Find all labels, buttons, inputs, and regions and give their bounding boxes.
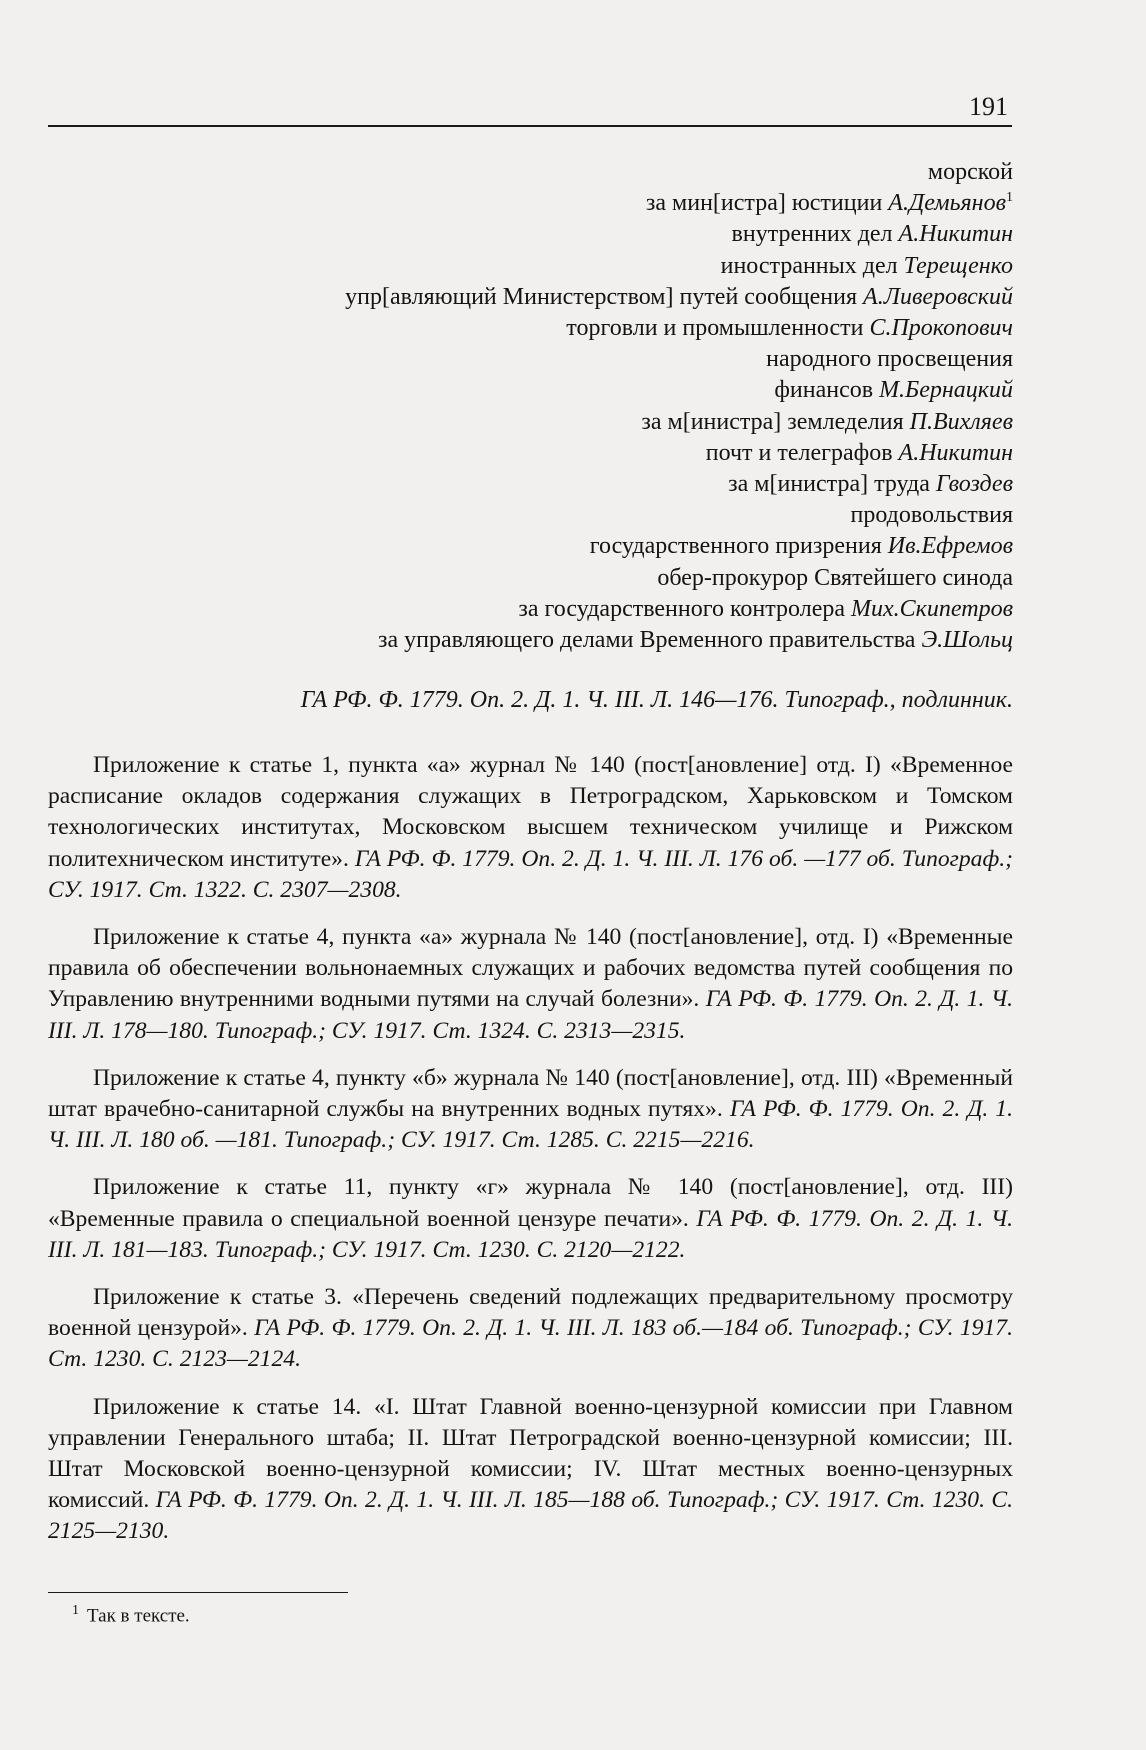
footnote-reference: 1: [1006, 190, 1013, 206]
signature-line: за государственного контролера Мих.Скипетров: [518, 595, 1013, 622]
archive-source-reference: ГА РФ. Ф. 1779. Оп. 2. Д. 1. Ч. III. Л. 146—176. Типограф., подлинник.: [300, 687, 1013, 713]
appendix-paragraph: Приложение к статье 1, пункта «а» журнал № 140 (пост[ановление] отд. I) «Временное расписание окладов содержания служащих в Петроградском, Харьковском и Томском технологических институтах, Московском высшем техническом училище и Рижском политехническом институте». ГА РФ. Ф. 1779. Оп. 2. Д. 1. Ч. III. Л. 176 об. —177 об. Типограф.; СУ. 1917. Ст. 1322. С. 2307—2308.: [48, 752, 1013, 903]
signature-line: морской: [927, 159, 1013, 185]
appendix-source-reference: ГА РФ. Ф. 1779. Оп. 2. Д. 1. Ч. III. Л. 176 об. —177 об. Типограф.; СУ. 1917. Ст. 1322. С. 2307—2308.: [48, 845, 1013, 903]
appendix-source-reference: ГА РФ. Ф. 1779. Оп. 2. Д. 1. Ч. III. Л. 180 об. —181. Типограф.; СУ. 1917. Ст. 1285. С. 2215—2216.: [48, 1096, 1013, 1154]
footnote-number: 1: [72, 1603, 79, 1618]
appendix-source-reference: ГА РФ. Ф. 1779. Оп. 2. Д. 1. Ч. III. Л. 185—188 об. Типограф.; СУ. 1917. Ст. 1230. С. 2125—2130.: [48, 1487, 1013, 1545]
signature-line: финансов М.Бернацкий: [774, 377, 1013, 404]
signature-line: за мин[истра] юстиции А.Демьянов$^1$: [645, 190, 1013, 217]
signature-block: [48, 157, 1013, 656]
appendix-list: [48, 750, 1013, 1564]
signature-line: обер-прокурор Святейшего синода: [657, 564, 1013, 591]
signature-line: государственного призрения Ив.Ефремов: [589, 533, 1013, 560]
signature-line: упр[авляющий Министерством] путей сообщения А.Ливеровский: [345, 283, 1013, 310]
signature-line: за управляющего делами Временного правительства Э.Шольц: [377, 627, 1013, 654]
appendix-paragraph: Приложение к статье 4, пункта «а» журнала № 140 (пост[ановление], отд. I) «Временные правила об обеспечении вольнонаемных служащих и рабочих ведомства путей сообщения по Управлению внутренними водными путями на случай болезни». ГА РФ. Ф. 1779. Оп. 2. Д. 1. Ч. III. Л. 178—180. Типограф.; СУ. 1917. Ст. 1324. С. 2313—2315.: [48, 924, 1014, 1044]
signature-line: внутренних дел А.Никитин: [731, 221, 1013, 248]
appendix-paragraph: Приложение к статье 4, пункту «б» журнала № 140 (пост[ановление], отд. III) «Временный штат врачебно-санитарной службы на внутренних водных путях». ГА РФ. Ф. 1779. Оп. 2. Д. 1. Ч. III. Л. 180 об. —181. Типограф.; СУ. 1917. Ст. 1285. С. 2215—2216.: [48, 1064, 1013, 1154]
signature-line: иностранных дел Терещенко: [720, 252, 1013, 279]
appendix-paragraph: Приложение к статье 3. «Перечень сведений подлежащих предварительному просмотру военной цензурой». ГА РФ. Ф. 1779. Оп. 2. Д. 1. Ч. III. Л. 183 об.—184 об. Типограф.; СУ. 1917. Ст. 1230. С. 2123—2124.: [48, 1284, 1013, 1373]
header-rule: [48, 125, 1012, 127]
appendix-source-reference: ГА РФ. Ф. 1779. Оп. 2. Д. 1. Ч. III. Л. 181—183. Типограф.; СУ. 1917. Ст. 1230. С. 2120—2122.: [48, 1205, 1014, 1263]
footnote-text: Так в тексте.: [87, 1605, 190, 1627]
appendix-paragraph: Приложение к статье 14. «I. Штат Главной военно-цензурной комиссии при Главном управлении Генерального штаба; II. Штат Петроградской военно-цензурной комиссии; III. Штат Московской военно-цензурной комиссии; IV. Штат местных военно-цензурных комиссий. ГА РФ. Ф. 1779. Оп. 2. Д. 1. Ч. III. Л. 185—188 об. Типограф.; СУ. 1917. Ст. 1230. С. 2125—2130.: [48, 1393, 1013, 1545]
footnote-rule: [48, 1592, 348, 1593]
signature-line: за м[инистра] труда Гвоздев: [728, 471, 1013, 498]
page-number: 191: [969, 92, 1008, 121]
signature-line: продовольствия: [850, 502, 1013, 529]
appendix-paragraph: Приложение к статье 11, пункту «г» журнала № 140 (пост[ановление], отд. III) «Временные правила о специальной военной цензуре печати». ГА РФ. Ф. 1779. Оп. 2. Д. 1. Ч. III. Л. 181—183. Типограф.; СУ. 1917. Ст. 1230. С. 2120—2122.: [48, 1174, 1014, 1263]
appendix-source-reference: ГА РФ. Ф. 1779. Оп. 2. Д. 1. Ч. III. Л. 178—180. Типограф.; СУ. 1917. Ст. 1324. С. 2313—2315.: [48, 986, 1014, 1044]
signature-line: народного просвещения: [766, 346, 1013, 373]
signature-line: почт и телеграфов А.Никитин: [705, 439, 1013, 466]
footnote: [72, 1603, 190, 1627]
signature-line: торговли и промышленности С.Прокопович: [566, 315, 1013, 342]
appendix-source-reference: ГА РФ. Ф. 1779. Оп. 2. Д. 1. Ч. III. Л. 183 об.—184 об. Типограф.; СУ. 1917. Ст. 1230. С. 2123—2124.: [48, 1315, 1013, 1373]
signature-line: за м[инистра] земледелия П.Вихляев: [641, 408, 1013, 435]
